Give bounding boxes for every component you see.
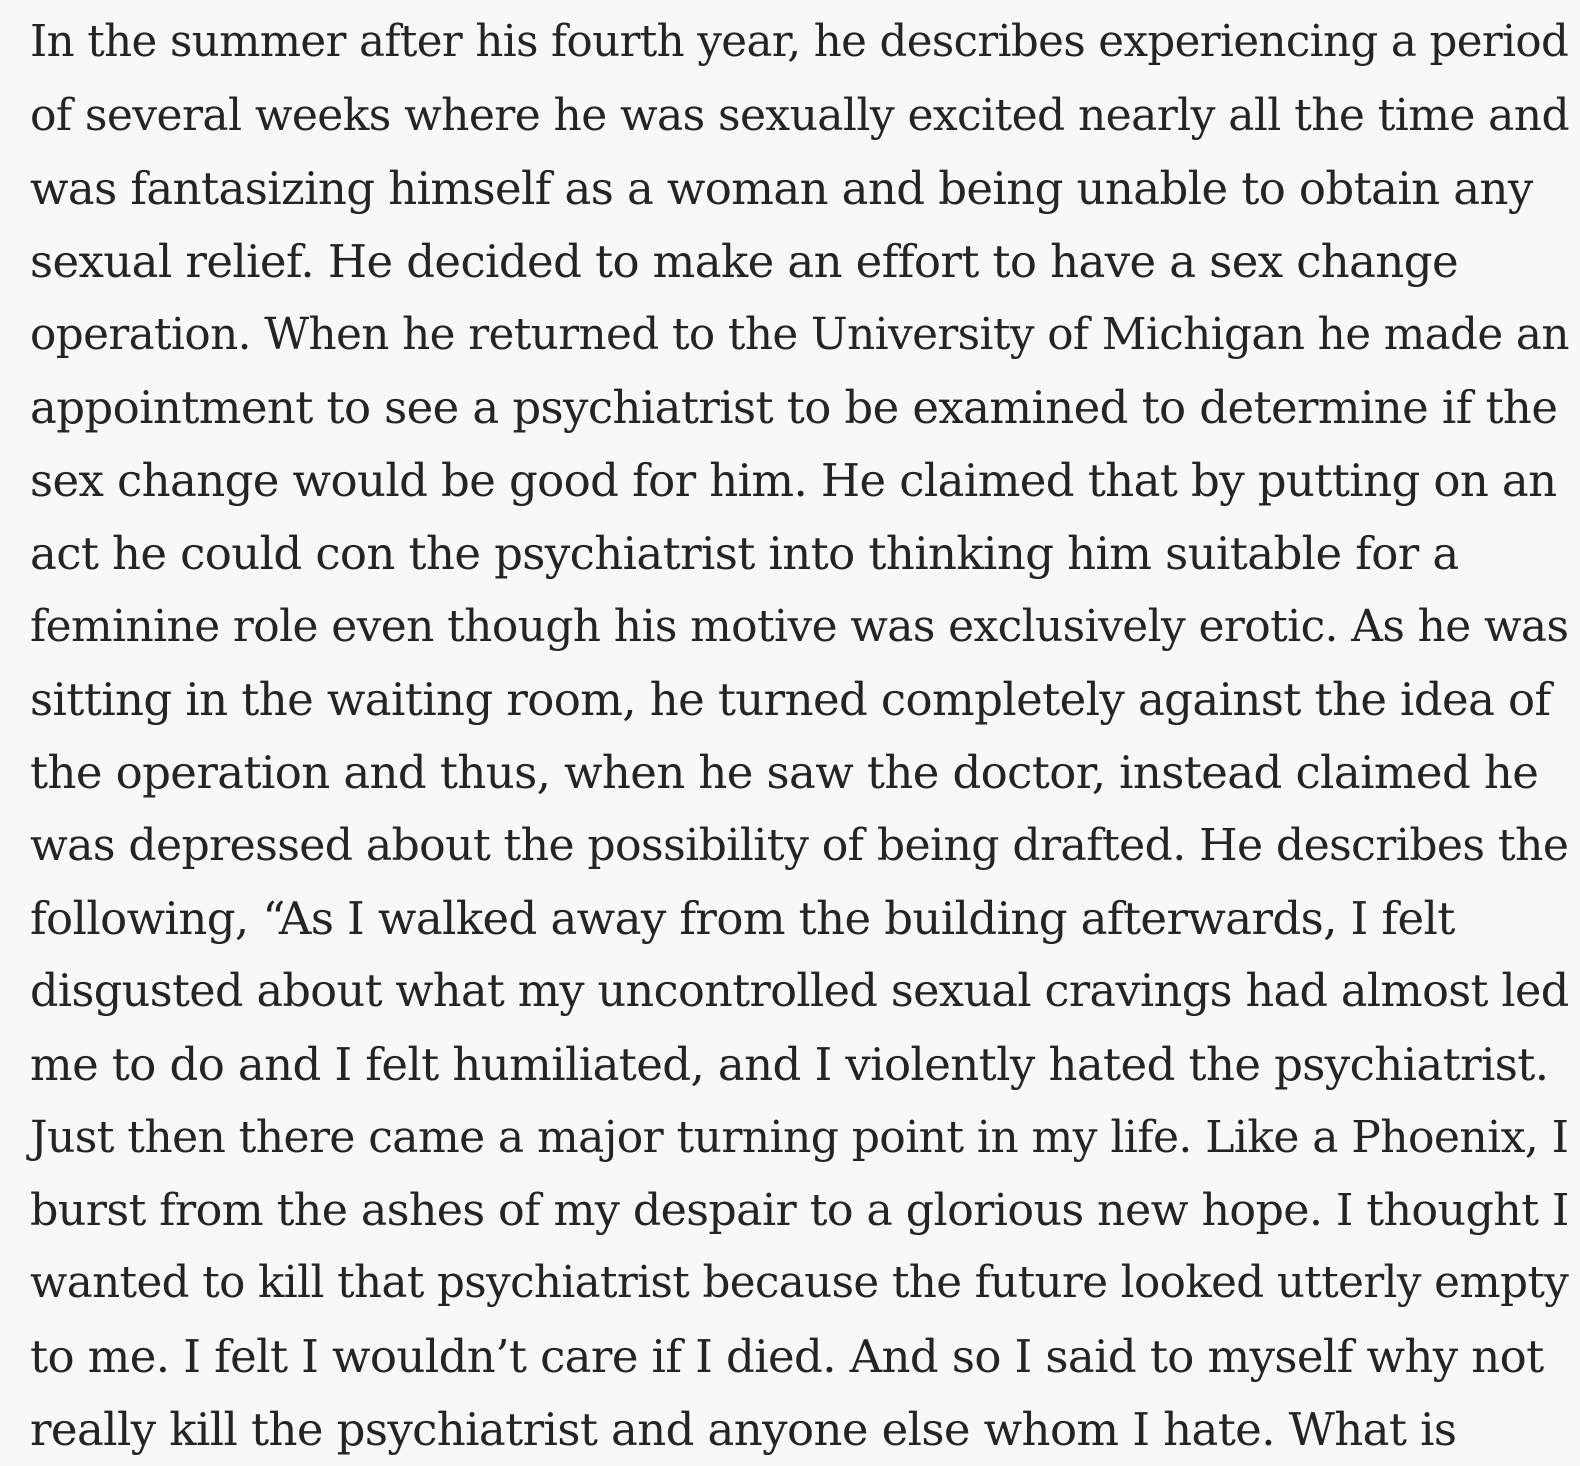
paragraph-line: sexual relief. He decided to make an effort to have a sex change	[30, 235, 1459, 288]
paragraph-line: appointment to see a psychiatrist to be examined to determine if the	[30, 381, 1558, 434]
paragraph-line: act he could con the psychiatrist into thinking him suitable for a	[30, 527, 1459, 580]
paragraph-line: to me. I felt I wouldn’t care if I died. And so I said to myself why not	[30, 1330, 1544, 1383]
paragraph-line: wanted to kill that psychiatrist because the future looked utterly empty	[30, 1258, 1569, 1308]
paragraph-line: burst from the ashes of my despair to a glorious new hope. I thought I	[30, 1185, 1569, 1236]
paragraph-line: sitting in the waiting room, he turned completely against the idea of	[30, 673, 1551, 726]
paragraph-line: was depressed about the possibility of being drafted. He describes the	[30, 820, 1569, 871]
paragraph-line: disgusted about what my uncontrolled sexual cravings had almost led	[30, 965, 1569, 1017]
paragraph-line: operation. When he returned to the University of Michigan he made an	[30, 309, 1569, 360]
paragraph-line: the operation and thus, when he saw the doctor, instead claimed he	[30, 746, 1539, 799]
paragraph-line: Just then there came a major turning point in my life. Like a Phoenix, I	[30, 1112, 1569, 1163]
article-paragraph	[30, 6, 1570, 1466]
paragraph-line: me to do and I felt humiliated, and I violently hated the psychiatrist.	[30, 1038, 1549, 1091]
paragraph-line: really kill the psychiatrist and anyone else whom I hate. What is	[30, 1403, 1457, 1456]
paragraph-line: In the summer after his fourth year, he describes experiencing a period	[30, 17, 1569, 67]
paragraph-line: feminine role even though his motive was exclusively erotic. As he was	[30, 601, 1569, 652]
paragraph-line: was fantasizing himself as a woman and being unable to obtain any	[30, 162, 1533, 215]
paragraph-line: sex change would be good for him. He claimed that by putting on an	[30, 454, 1557, 507]
paragraph-line: following, “As I walked away from the building afterwards, I felt	[30, 892, 1455, 945]
paragraph-line: of several weeks where he was sexually excited nearly all the time and	[30, 90, 1570, 141]
